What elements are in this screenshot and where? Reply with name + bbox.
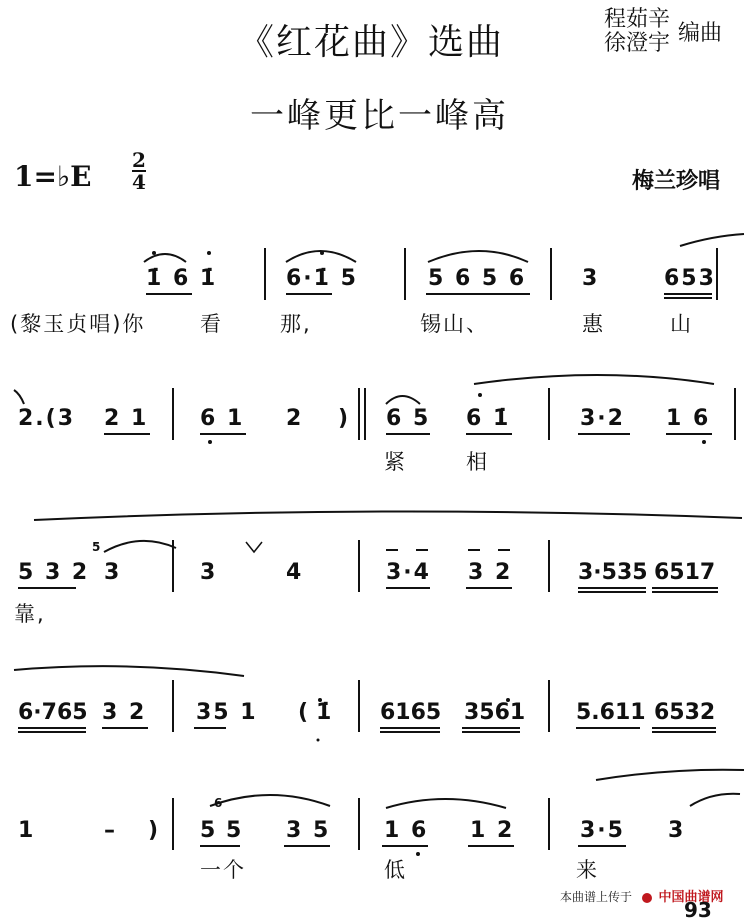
lyric: 来 [576,858,599,882]
bar-line [548,798,550,850]
bar-line [358,680,360,732]
lyric: 看 [200,312,223,336]
note-group: 2 [286,406,304,431]
slur [596,770,744,780]
slur [386,799,506,808]
note-group: 3 [200,560,218,585]
note-group: 4 [286,560,304,585]
site-name: 中国曲谱网 [658,890,724,905]
site-logo-icon [642,893,652,903]
note-group: 2 1 [104,406,149,431]
comma-mark [317,739,320,742]
arranger-name-2: 徐澄宇 [604,31,671,56]
note-group: 3·4 [386,560,431,585]
note-group: 3 2 [102,700,147,725]
note-group: 1̇ [316,700,334,725]
slur [210,795,330,806]
upload-note: 本曲谱上传于 [560,890,633,904]
note-group: – [104,818,117,843]
note-group: 35 1 [196,700,258,725]
note-group: 1 6 [384,818,429,843]
note-group: 6 1̇ [466,406,511,431]
arranger-role: 编曲 [678,21,723,46]
note-group: ) [338,406,351,431]
note-group: 6 1 [200,406,245,431]
note-group: 1 2 [470,818,515,843]
bar-line [172,540,174,592]
time-signature-top: 2 [132,148,146,172]
high-octave-dot [152,251,156,255]
bar-line [734,388,736,440]
song-title: 一峰更比一峰高 [250,96,509,136]
note-group: 3·5 [580,818,625,843]
note-group: 6165 [380,700,442,725]
lyric: 锡山、 [420,312,489,336]
note-group: ( [298,700,311,725]
key-signature: 1=♭E [14,160,92,193]
low-octave-dot [208,440,212,444]
note-group: 3561 [464,700,526,725]
lyric: 山 [670,312,693,336]
breath-mark [246,542,262,552]
bar-line [548,680,550,732]
high-octave-dot [207,251,211,255]
note-group: 5 6 5 6 [428,266,527,291]
bar-line [172,388,174,440]
bar-line [358,798,360,850]
lyric: (黎玉贞唱)你 [10,312,146,336]
slur [144,254,186,262]
bar-line [264,248,266,300]
low-octave-dot [416,852,420,856]
note-group: 3·535 [578,560,648,585]
bar-line [548,540,550,592]
lyric: 一个 [200,858,246,882]
note-group: 3 [582,266,600,291]
lyric: 低 [384,858,407,882]
bar-line [358,540,360,592]
note-group: 5 [226,818,244,843]
note-group: 653 [664,266,716,291]
bar-line [358,388,360,440]
page-title: 《红花曲》选曲 [238,22,505,63]
note-group: 3 [104,560,122,585]
bar-line [172,680,174,732]
bar-line [548,388,550,440]
note-group: 6532 [654,700,716,725]
singer-credit: 梅兰珍唱 [632,168,721,194]
slur [680,234,744,246]
note-group: 6 5 [386,406,431,431]
bar-line [716,248,718,300]
note-group: 5.611 [576,700,646,725]
lyric: 相 [466,450,489,474]
lyric: 那, [280,312,312,336]
slur [690,794,740,806]
note-group: 3·2 [580,406,625,431]
bar-line [404,248,406,300]
slur [104,541,176,552]
slur [14,666,244,676]
note-group: 6·1̇ 5 [286,266,358,291]
slur [474,375,714,384]
low-octave-dot [702,440,706,444]
lyric: 惠 [582,312,605,336]
arranger-name-1: 程茹辛 [604,7,671,32]
grace-note: 6 [214,796,223,810]
slur [428,251,528,262]
note-group: 3 5 [286,818,331,843]
time-signature-bottom: 4 [132,170,146,194]
note-group: 1 [18,818,36,843]
page-number: 93 [684,898,712,922]
bar-line [364,388,366,440]
high-octave-dot [478,393,482,397]
note-group: 5 3 2 [18,560,90,585]
note-group: ) [148,818,161,843]
note-group: 6517 [654,560,716,585]
note-group: 5 [200,818,218,843]
slur [386,396,420,404]
bar-line [172,798,174,850]
lyric: 紧 [384,450,407,474]
note-group: 1̇ 6 1̇ [146,266,218,291]
slur [34,511,742,520]
note-group: 3 2 [468,560,513,585]
slur [14,390,24,404]
high-octave-dot [320,251,324,255]
note-group: 2.(3 [18,406,76,431]
note-group: 1 6 [666,406,711,431]
bar-line [550,248,552,300]
note-group: 6·765 [18,700,88,725]
lyric: 靠, [14,602,46,626]
note-group: 3 [668,818,686,843]
grace-note: 5 [92,540,101,554]
